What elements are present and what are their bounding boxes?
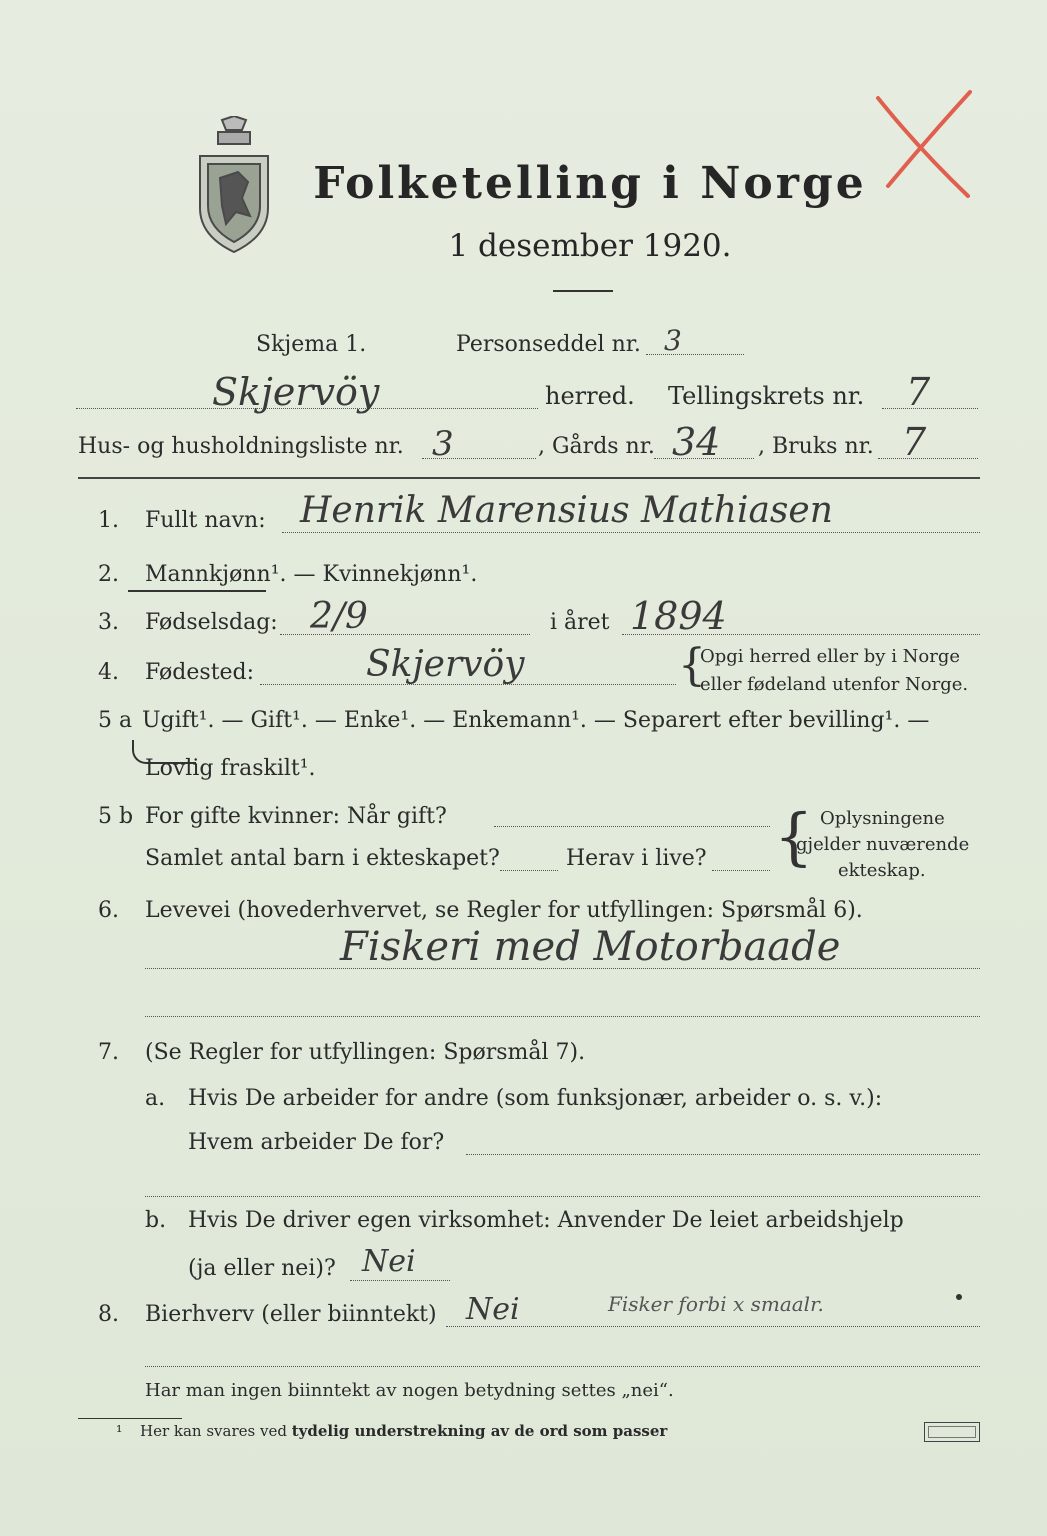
q4-number: 4. xyxy=(98,660,119,685)
bruks-value: 7 xyxy=(902,420,927,464)
q5a-marital-options: Ugift¹. — Gift¹. — Enke¹. — Enkemann¹. — Separert efter bevilling¹. — xyxy=(142,708,930,733)
form-date: 1 desember 1920. xyxy=(448,228,732,264)
q2-number: 2. xyxy=(98,562,119,587)
q5b-married-label: For gifte kvinner: Når gift? xyxy=(145,804,447,829)
q5b-note-line1: Oplysningene xyxy=(820,808,945,829)
q7b-question: Hvis De driver egen virksomhet: Anvender De leiet arbeidshjelp xyxy=(188,1208,904,1233)
q3-birthday: 2/9 xyxy=(310,596,368,637)
q5b-alive-line xyxy=(712,870,770,871)
printer-stamp xyxy=(924,1422,980,1442)
q5b-children-label: Samlet antal barn i ekteskapet? xyxy=(145,846,500,871)
bruks-line xyxy=(878,458,978,459)
q7a-employer-line xyxy=(466,1154,980,1155)
q5a-number: 5 a xyxy=(98,708,133,733)
q3-birth-year: 1894 xyxy=(630,594,727,638)
q7a-employer-label: Hvem arbeider De for? xyxy=(188,1130,445,1155)
q5b-number: 5 b xyxy=(98,804,134,829)
q7b-letter: b. xyxy=(145,1208,167,1233)
q6-label: Levevei (hovederhvervet, se Regler for utfyllingen: Spørsmål 6). xyxy=(145,898,863,923)
q8-pencil-annotation: Fisker forbi x smaalr. xyxy=(608,1292,824,1316)
q7b-answer: Nei xyxy=(362,1244,416,1279)
q3-number: 3. xyxy=(98,610,119,635)
footnote-text: Her kan svares ved xyxy=(140,1422,287,1440)
q1-line xyxy=(282,532,980,533)
q5b-brace: { xyxy=(774,800,814,873)
q4-brace: { xyxy=(678,640,706,691)
q5b-children-line xyxy=(500,870,558,871)
gards-label: , Gårds nr. xyxy=(538,434,655,459)
q1-number: 1. xyxy=(98,508,119,533)
q1-label: Fullt navn: xyxy=(145,508,266,533)
q3-label: Fødselsdag: xyxy=(145,610,278,635)
q4-note-line1: Opgi herred eller by i Norge xyxy=(700,646,961,667)
q7a-extra-line xyxy=(145,1196,980,1197)
q7-label: (Se Regler for utfyllingen: Spørsmål 7). xyxy=(145,1040,586,1065)
q8-label: Bierhverv (eller biinntekt) xyxy=(145,1302,437,1327)
red-cross-mark xyxy=(858,78,988,208)
footer-note: Har man ingen biinntekt av nogen betydning settes „nei“. xyxy=(145,1380,674,1401)
tellingskrets-value: 7 xyxy=(906,370,931,414)
q8-line1 xyxy=(446,1326,980,1327)
q5b-note-line3: ekteskap. xyxy=(838,860,926,881)
personseddel-value: 3 xyxy=(664,324,682,357)
tellingskrets-label: Tellingskrets nr. xyxy=(668,382,865,410)
q7a-letter: a. xyxy=(145,1086,166,1111)
title-divider xyxy=(553,290,613,292)
q5b-note-line2: gjelder nuværende xyxy=(796,834,970,855)
q6-line2 xyxy=(145,1016,980,1017)
footnote-marker: ¹ xyxy=(116,1422,123,1441)
husholdningsliste-label: Hus- og husholdningsliste nr. xyxy=(78,434,404,459)
form-title: Folketelling i Norge xyxy=(313,158,867,209)
header-separator xyxy=(78,477,980,479)
q6-number: 6. xyxy=(98,898,119,923)
q6-occupation: Fiskeri med Motorbaade xyxy=(340,924,841,970)
bruks-label: , Bruks nr. xyxy=(758,434,874,459)
footnote-rule xyxy=(78,1418,182,1419)
ink-dot xyxy=(956,1294,962,1300)
q8-answer: Nei xyxy=(466,1292,520,1327)
q5a-fraskilt: Lovlig fraskilt¹. xyxy=(145,756,316,781)
herred-label: herred. xyxy=(545,382,635,410)
q8-number: 8. xyxy=(98,1302,119,1327)
husholdningsliste-value: 3 xyxy=(432,424,454,464)
herred-value: Skjervöy xyxy=(212,370,380,414)
q8-line2 xyxy=(145,1366,980,1367)
q4-label: Fødested: xyxy=(145,660,255,685)
schema-label: Skjema 1. xyxy=(256,332,367,357)
personseddel-line xyxy=(646,354,744,355)
personseddel-label: Personseddel nr. xyxy=(456,332,641,357)
gards-value: 34 xyxy=(672,420,721,464)
q7b-answer-line xyxy=(350,1280,450,1281)
coat-of-arms-icon xyxy=(192,116,276,256)
q7-number: 7. xyxy=(98,1040,119,1065)
q4-note-line2: eller fødeland utenfor Norge. xyxy=(700,674,969,695)
q5b-married-line xyxy=(494,826,770,827)
q7a-question: Hvis De arbeider for andre (som funksjonær, arbeider o. s. v.): xyxy=(188,1086,883,1111)
q4-birthplace: Skjervöy xyxy=(366,644,525,685)
q2-underline-mannkjonn xyxy=(128,590,266,592)
q1-full-name: Henrik Marensius Mathiasen xyxy=(300,490,833,531)
q2-gender-options: Mannkjønn¹. — Kvinnekjønn¹. xyxy=(145,562,478,587)
q5b-alive-label: Herav i live? xyxy=(566,846,707,871)
footnote-bold-text: tydelig understrekning av de ord som passer xyxy=(291,1422,668,1440)
q7b-yesno-label: (ja eller nei)? xyxy=(188,1256,336,1281)
q3-year-label: i året xyxy=(550,610,610,635)
